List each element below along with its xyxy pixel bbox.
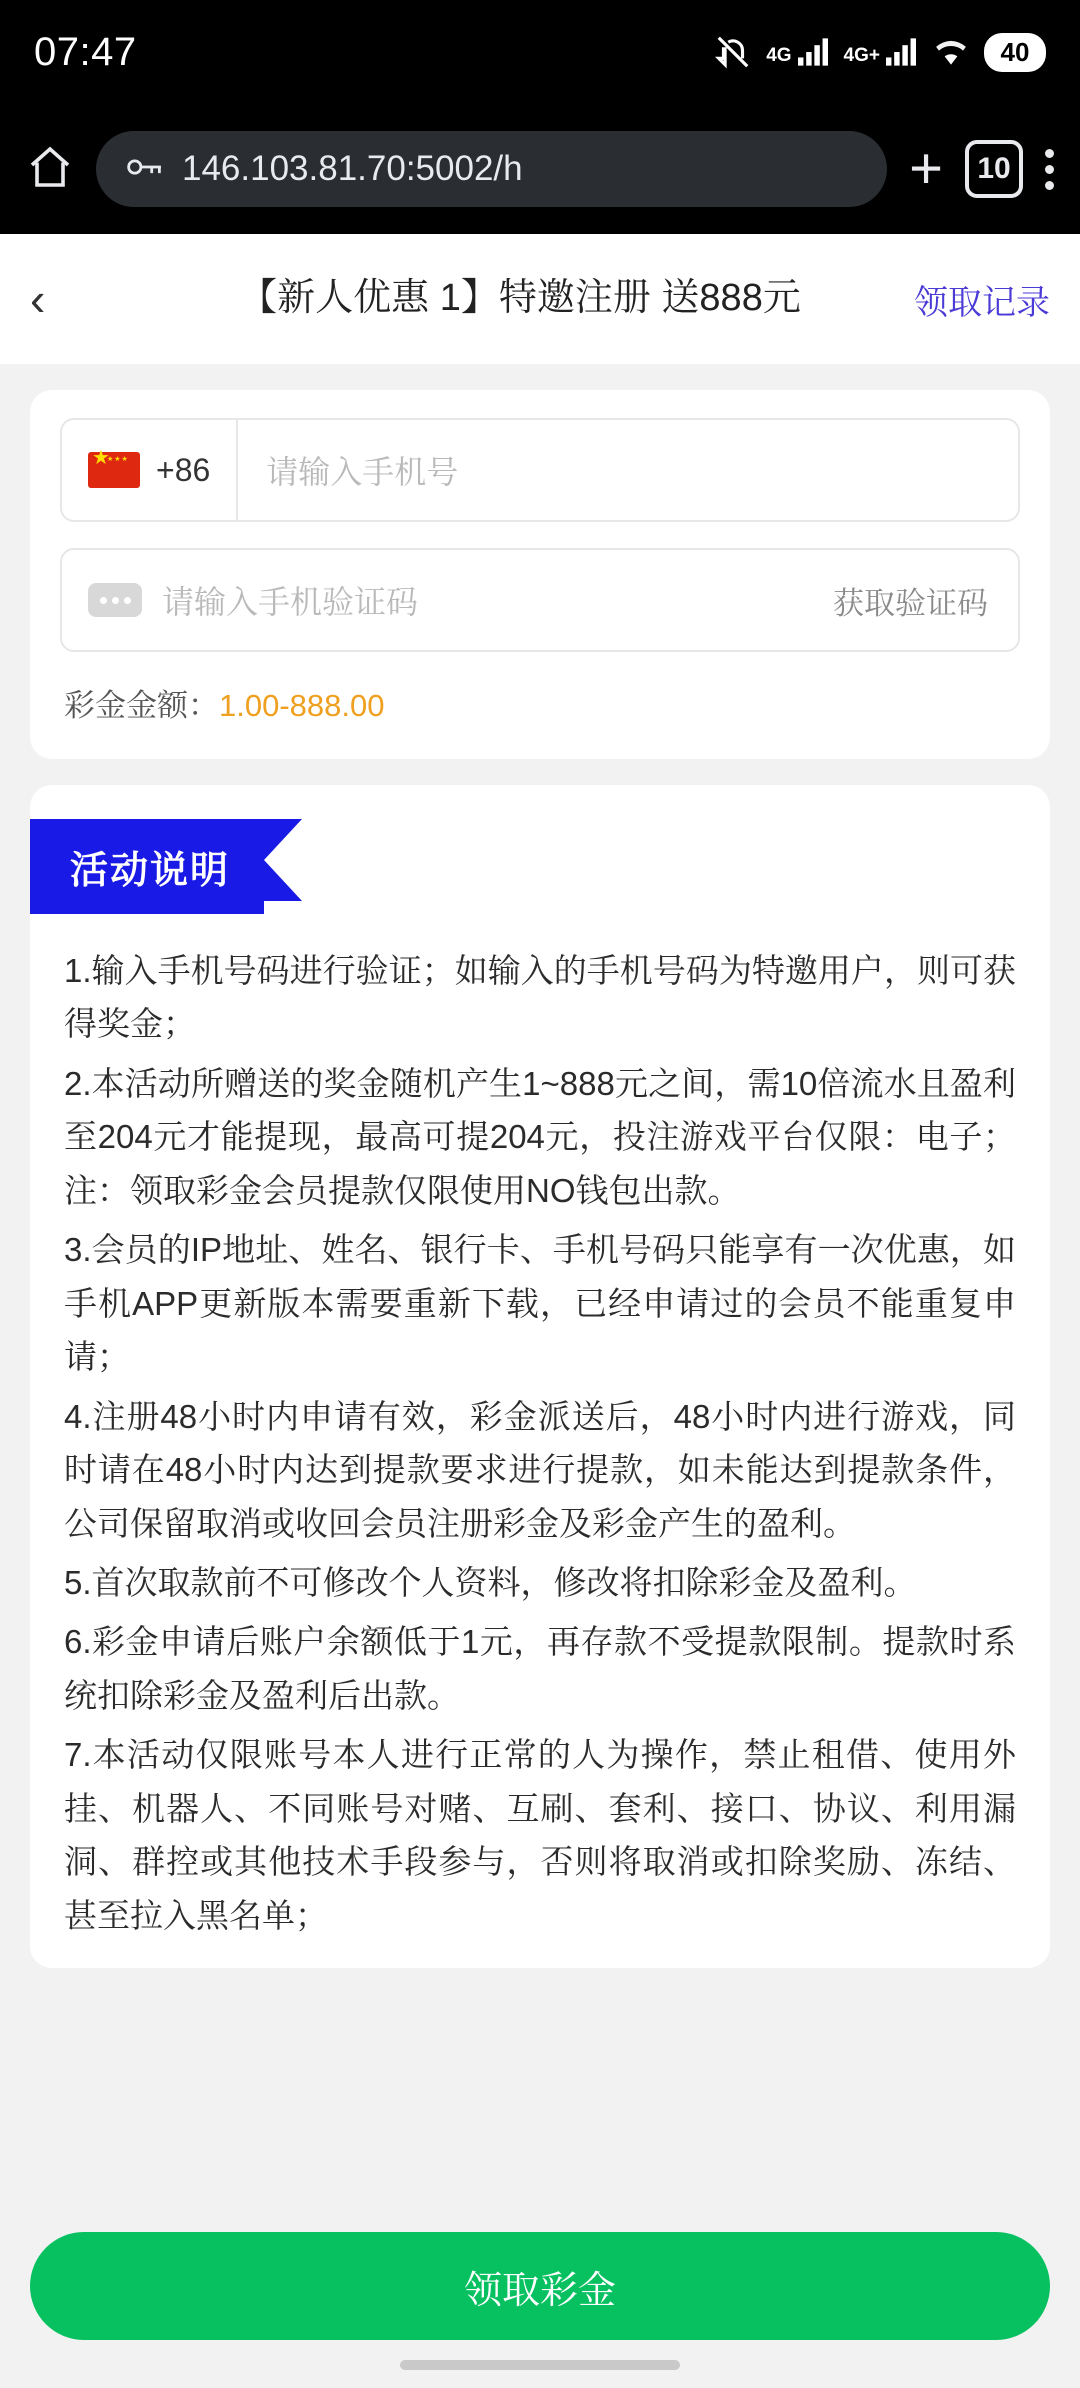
rule-item: 3.会员的IP地址、姓名、银行卡、手机号码只能享有一次优惠，如手机APP更新版本需要重新下载，已经申请过的会员不能重复申请；	[64, 1231, 1016, 1376]
rule-item: 4.注册48小时内申请有效，彩金派送后，48小时内进行游戏，同时请在48小时内达到提款要求进行提款，如未能达到提款条件，公司保留取消或收回会员注册彩金及彩金产生的盈利。	[64, 1397, 1016, 1542]
browser-toolbar	[0, 104, 1080, 234]
records-link[interactable]: 领取记录	[914, 283, 1050, 322]
description-body	[30, 914, 1050, 1942]
registration-form-card	[30, 390, 1050, 759]
status-time: 07:47	[34, 29, 137, 74]
get-code-button[interactable]: 获取验证码	[833, 585, 988, 621]
tab-count-button[interactable]: 10	[965, 140, 1023, 198]
plus-icon[interactable]: +	[909, 136, 943, 201]
bonus-amount-label: 彩金金额：	[64, 688, 219, 723]
country-code-label: +86	[156, 451, 211, 488]
page-title: 【新人优惠 1】特邀注册 送888元	[239, 277, 801, 320]
wifi-icon	[932, 36, 970, 68]
chevron-left-icon[interactable]: ‹	[30, 273, 46, 325]
address-bar[interactable]	[96, 131, 887, 207]
verification-code-icon	[88, 583, 142, 617]
mute-icon	[714, 33, 752, 71]
rule-item: 7.本活动仅限账号本人进行正常的人为操作，禁止租借、使用外挂、机器人、不同账号对赌、互刷、套利、接口、协议、利用漏洞、群控或其他技术手段参与，否则将取消或扣除奖励、冻结、甚至拉入黑名单；	[64, 1736, 1016, 1934]
rule-item: 6.彩金申请后账户余额低于1元，再存款不受提款限制。提款时系统扣除彩金及盈利后出款。	[64, 1623, 1016, 1714]
country-code-selector[interactable]	[62, 420, 238, 520]
battery-icon: 40	[984, 33, 1046, 72]
china-flag-icon	[88, 452, 140, 488]
bottom-action-bar	[0, 2208, 1080, 2388]
home-indicator	[400, 2360, 680, 2370]
rule-item: 2.本活动所赠送的奖金随机产生1~888元之间，需10倍流水且盈利至204元才能提现，最高可提204元，投注游戏平台仅限：电子；注：领取彩金会员提款仅限使用NO钱包出款。	[64, 1064, 1016, 1209]
activity-description-card	[30, 785, 1050, 1968]
section-ribbon	[30, 819, 264, 914]
home-icon[interactable]	[26, 143, 74, 196]
rule-item: 1.输入手机号码进行验证；如输入的手机号码为特邀用户，则可获得奖金；	[64, 952, 1016, 1043]
rule-item: 5.首次取款前不可修改个人资料，修改将扣除彩金及盈利。	[64, 1563, 917, 1601]
page-content	[0, 364, 1080, 2270]
ribbon-tail-shape	[264, 819, 302, 901]
verification-code-input[interactable]: 请输入手机验证码	[162, 584, 419, 620]
bonus-amount-row	[60, 680, 1020, 725]
status-bar	[0, 0, 1080, 104]
code-field-row[interactable]	[60, 548, 1020, 652]
bonus-amount-value: 1.00-888.00	[219, 688, 385, 723]
more-vertical-icon[interactable]	[1045, 149, 1054, 190]
phone-input[interactable]: 请输入手机号	[266, 454, 459, 490]
claim-bonus-button[interactable]: 领取彩金	[30, 2232, 1050, 2340]
signal-icon: 4G	[766, 37, 829, 67]
site-info-icon[interactable]	[124, 150, 164, 189]
page-header	[0, 234, 1080, 364]
status-icons	[714, 33, 1046, 72]
signal-icon-2: 4G+	[844, 37, 918, 67]
url-text: 146.103.81.70:5002/h	[182, 149, 523, 188]
section-title: 活动说明	[30, 819, 264, 914]
phone-field-row[interactable]	[60, 418, 1020, 522]
